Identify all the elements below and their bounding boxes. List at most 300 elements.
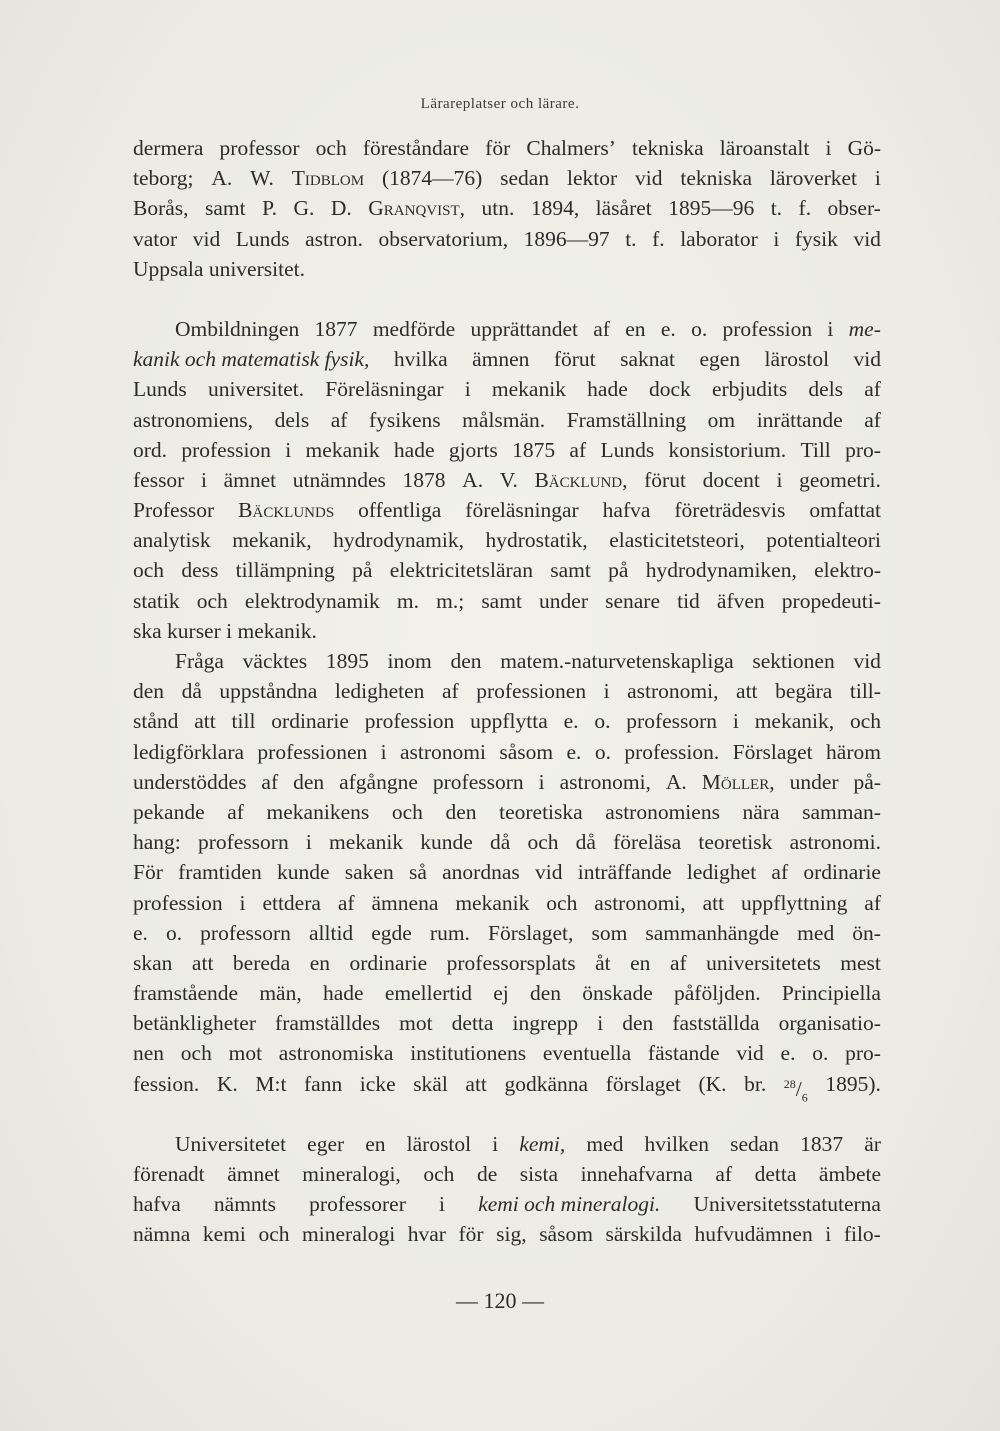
- word: betänkligheter: [133, 1011, 256, 1036]
- word: hydrodynamiken,: [645, 558, 797, 583]
- text-line: [133, 163, 881, 193]
- word: observatorium,: [378, 226, 509, 251]
- word: framstående: [133, 981, 239, 1006]
- word: saken: [344, 860, 394, 885]
- word: professor: [219, 136, 300, 160]
- paragraph-1: [133, 133, 881, 284]
- italic-phrase: kemi och mineralogi.: [478, 1192, 661, 1217]
- word: e.: [566, 739, 582, 764]
- word: K.: [216, 1071, 238, 1096]
- word: fästande: [647, 1041, 720, 1066]
- text-line: [133, 193, 881, 223]
- word: dock: [648, 377, 691, 402]
- word: i: [776, 467, 783, 492]
- word: uppflytta: [470, 709, 548, 734]
- word: Bäcklunds: [238, 498, 335, 523]
- word: Framställning: [566, 407, 687, 432]
- word: Förslaget: [732, 739, 813, 764]
- word: hafva: [133, 1192, 181, 1217]
- word: vid: [192, 226, 221, 251]
- word: inom: [387, 649, 432, 673]
- paragraph-gap: [133, 1099, 881, 1129]
- word: mekanik: [329, 830, 404, 855]
- word: i: [380, 739, 387, 764]
- word: Professor: [133, 498, 215, 523]
- word: ordinarie: [803, 860, 881, 885]
- word: e.: [660, 316, 676, 341]
- word: väcktes: [242, 649, 308, 673]
- word: astronomi.: [789, 830, 881, 855]
- word: fann: [304, 1071, 343, 1096]
- text-line: [133, 555, 881, 585]
- word: i: [492, 1131, 499, 1156]
- word: 1878: [402, 467, 446, 492]
- word: Lunds: [133, 377, 187, 402]
- word: f.: [652, 226, 665, 251]
- word: 1895: [325, 649, 369, 673]
- word: inträffande: [577, 860, 672, 885]
- word: nämnts: [213, 1192, 277, 1217]
- word: egen: [699, 347, 741, 372]
- word: egde: [371, 920, 412, 945]
- word: samman-: [802, 799, 881, 824]
- word: elektro-: [814, 558, 881, 583]
- word: önskade: [582, 981, 653, 1006]
- word: Granqvist,: [368, 196, 466, 221]
- word: åt: [595, 950, 611, 975]
- word: laborator: [680, 226, 758, 251]
- word: Universitetsstatuterna: [693, 1192, 881, 1217]
- word: icke: [359, 1071, 396, 1096]
- word: A.: [462, 467, 484, 492]
- word: astronomi,: [594, 890, 686, 915]
- word: hade: [322, 981, 364, 1006]
- word: af: [227, 799, 244, 824]
- word: till-: [849, 679, 881, 704]
- word: Universitetet: [175, 1131, 287, 1156]
- italic-phrase: kanik och matematisk fysik,: [133, 347, 370, 372]
- word: af: [569, 437, 587, 462]
- word: då: [489, 830, 511, 855]
- word: A.: [211, 166, 233, 191]
- word: i: [464, 377, 471, 402]
- word: detta: [451, 1011, 494, 1036]
- text-line: [133, 888, 881, 918]
- word: br.: [744, 1071, 767, 1096]
- word: under: [789, 769, 839, 794]
- text-line: [133, 374, 881, 404]
- word: i: [597, 1011, 604, 1036]
- word: och: [180, 1041, 212, 1066]
- text-line: [133, 797, 881, 827]
- text-line: [133, 344, 881, 374]
- word: i: [200, 467, 207, 492]
- word: vid: [535, 860, 563, 885]
- word: sig,: [496, 1222, 527, 1247]
- word: tillämpning: [235, 558, 335, 583]
- word: af: [669, 950, 687, 975]
- text-line: [133, 646, 881, 676]
- paragraph-gap: [133, 284, 881, 314]
- text-line: [133, 737, 881, 767]
- word: fysikens: [368, 407, 441, 432]
- text-line: [133, 706, 881, 736]
- word: läroverket: [769, 166, 858, 191]
- word: då: [575, 830, 596, 855]
- word: eventuella: [542, 1041, 632, 1066]
- word: profession: [133, 890, 223, 915]
- word: matem.-naturvetenskapliga: [500, 649, 734, 673]
- word: profession.: [624, 739, 720, 764]
- word: professorsplats: [446, 950, 576, 975]
- word: Borås,: [133, 196, 189, 221]
- word: i: [825, 1222, 832, 1247]
- word: i: [305, 830, 312, 855]
- text-line: [133, 224, 881, 254]
- word: 1895).: [825, 1071, 881, 1096]
- word: (1874—76): [381, 166, 483, 191]
- word: förut: [553, 347, 596, 372]
- italic-word: kemi,: [519, 1131, 566, 1156]
- word: vator: [133, 226, 178, 251]
- word: fysik: [794, 226, 838, 251]
- word: astronomi,: [559, 769, 651, 794]
- word: inrättande: [756, 407, 843, 432]
- date-day: 28: [783, 1076, 796, 1091]
- word: att: [702, 890, 725, 915]
- word: mineralogi,: [302, 1162, 401, 1186]
- word: är: [864, 1131, 881, 1156]
- word: professorer: [309, 1192, 406, 1217]
- word: hvilken: [644, 1131, 709, 1156]
- word: docent: [702, 467, 760, 492]
- word: sedan: [500, 166, 550, 191]
- word: och: [391, 799, 423, 824]
- word: o.: [812, 1041, 829, 1066]
- word: gjorts: [448, 437, 498, 462]
- word: i: [439, 1192, 446, 1217]
- word: på-: [853, 769, 881, 794]
- word: tekniska: [632, 136, 704, 160]
- word: förenadt: [133, 1162, 205, 1186]
- word: astronomiens: [605, 799, 720, 824]
- word: af: [337, 890, 355, 915]
- word: utnämndes: [292, 467, 386, 492]
- word: en: [630, 950, 651, 975]
- word: mekanik: [491, 377, 566, 402]
- word: astron.: [305, 226, 363, 251]
- word: mest: [840, 950, 881, 975]
- word: och: [133, 558, 165, 583]
- word: pekande: [133, 799, 205, 824]
- word: profession: [364, 709, 455, 734]
- word: dels: [274, 407, 310, 432]
- word: erbjudits: [711, 377, 788, 402]
- word: mekanik: [305, 437, 380, 462]
- word: i: [538, 769, 545, 794]
- word: (K.: [698, 1071, 727, 1096]
- word: äfven: [716, 588, 765, 613]
- word: rum.: [429, 920, 470, 945]
- word: Föreläsningar: [325, 377, 444, 402]
- word: stånd: [133, 709, 179, 734]
- word: och: [196, 588, 228, 613]
- word: ämnet: [223, 467, 277, 492]
- word: sammanhängde: [645, 920, 780, 945]
- word: den: [450, 649, 482, 673]
- text-line: [133, 767, 881, 797]
- word: obser-: [827, 196, 881, 221]
- text-line: [133, 1159, 881, 1189]
- word: Fråga: [175, 649, 224, 673]
- word: astronomiens,: [133, 407, 254, 432]
- word: sista: [519, 1162, 559, 1186]
- word: mekanik: [455, 890, 530, 915]
- word: omfattat: [809, 498, 881, 523]
- word: godkänna: [504, 1071, 589, 1096]
- word: af: [864, 890, 881, 915]
- word: den: [622, 1011, 654, 1036]
- word: att: [736, 679, 758, 704]
- word: Chalmers’: [526, 136, 616, 160]
- word: e.: [563, 709, 579, 734]
- text-line: [133, 1038, 881, 1068]
- word: af: [261, 769, 279, 794]
- word: fession.: [133, 1071, 200, 1096]
- word: t.: [770, 196, 783, 221]
- word: lärostol: [764, 347, 830, 372]
- word: med: [797, 920, 835, 945]
- word: 1896—97: [523, 226, 610, 251]
- word: samt: [205, 196, 246, 221]
- word: professionen: [257, 739, 368, 764]
- word: teborg;: [133, 166, 194, 191]
- word: o.: [594, 739, 611, 764]
- word: statik: [133, 588, 180, 613]
- word: 1895—96: [668, 196, 755, 221]
- word: nära: [742, 799, 780, 824]
- word: läsåret: [595, 196, 652, 221]
- text-line: [133, 948, 881, 978]
- word: vid: [853, 226, 881, 251]
- word: män,: [259, 981, 302, 1006]
- word: kunde: [420, 830, 473, 855]
- word: af: [771, 860, 789, 885]
- word: o.: [594, 709, 611, 734]
- word: uppståndna: [219, 679, 318, 704]
- text-line: [133, 495, 881, 525]
- word: nen: [133, 1041, 165, 1066]
- word: i: [239, 890, 246, 915]
- word: V.: [499, 467, 518, 492]
- word: organisatio-: [778, 1011, 881, 1036]
- word: vid: [736, 1041, 764, 1066]
- word: ämbete: [818, 1162, 881, 1186]
- word: alltid: [309, 920, 354, 945]
- word: vid: [635, 166, 663, 191]
- word: dels: [808, 377, 844, 402]
- word: hafva: [602, 498, 651, 523]
- date-month: 6: [801, 1090, 808, 1105]
- word: Gö-: [847, 136, 881, 160]
- text-line: [133, 1219, 881, 1249]
- word: o.: [691, 316, 708, 341]
- word: så: [408, 860, 427, 885]
- word: teoretiska: [499, 799, 583, 824]
- text-line: [133, 435, 881, 465]
- word: vid: [853, 649, 881, 673]
- word: understöddes: [133, 769, 247, 794]
- word: ordinarie: [349, 950, 428, 975]
- word: företrädesvis: [674, 498, 786, 523]
- word: hade: [393, 437, 435, 462]
- word: ön-: [852, 920, 881, 945]
- word: under: [539, 588, 588, 613]
- word: begära: [775, 679, 833, 704]
- word: teoretisk: [698, 830, 773, 855]
- word: profession: [722, 316, 813, 341]
- word: D.: [330, 196, 352, 221]
- word: o.: [165, 920, 183, 945]
- word: professorn: [200, 920, 291, 945]
- word: anordnas: [442, 860, 520, 885]
- word: den: [133, 679, 165, 704]
- word: mekanikens: [266, 799, 370, 824]
- word: förslaget: [605, 1071, 681, 1096]
- word: skäl: [413, 1071, 448, 1096]
- word: W.: [250, 166, 274, 191]
- word: ingrepp: [512, 1011, 579, 1036]
- word: För: [133, 860, 163, 885]
- word: föreläsningar: [465, 498, 579, 523]
- word: af: [715, 1162, 733, 1186]
- word: skan: [133, 950, 173, 975]
- word: samt: [481, 588, 522, 613]
- word: offentliga: [358, 498, 442, 523]
- word: hang:: [133, 830, 181, 855]
- word: senare: [605, 588, 660, 613]
- paragraph-4: [133, 1129, 881, 1250]
- word: af: [330, 407, 348, 432]
- running-head: Lärareplatser och lärare.: [420, 96, 580, 112]
- word: Bäcklund,: [534, 467, 628, 492]
- word: då: [181, 679, 202, 704]
- word: den: [293, 769, 325, 794]
- word: af: [864, 377, 881, 402]
- word: professorn: [626, 709, 718, 734]
- word: 1837: [800, 1131, 844, 1156]
- word: och: [423, 1162, 455, 1186]
- word: framställdes: [275, 1011, 381, 1036]
- word: professionen: [476, 679, 587, 704]
- word: G.: [293, 196, 315, 221]
- word: dermera: [133, 136, 204, 160]
- word: lektor: [566, 166, 618, 191]
- paragraph-2: [133, 314, 881, 646]
- word: om: [707, 407, 736, 432]
- word: och: [315, 136, 347, 160]
- word: analytisk: [133, 528, 211, 553]
- word: ledigförklara: [133, 739, 245, 764]
- word: i: [825, 136, 832, 160]
- word: af: [864, 407, 881, 432]
- word: fessor: [133, 467, 185, 492]
- word: föreläsa: [613, 830, 682, 855]
- word: den: [530, 981, 562, 1006]
- word: särskilda: [605, 1222, 682, 1247]
- word: ämnet: [227, 1162, 280, 1186]
- word: Principiella: [781, 981, 881, 1006]
- paragraph-3: [133, 646, 881, 1105]
- word: innehafvarna: [580, 1162, 693, 1186]
- text-line: [133, 978, 881, 1008]
- word: afgångne: [339, 769, 418, 794]
- word: konsistorium.: [668, 437, 787, 462]
- word: såsom: [499, 739, 554, 764]
- word: hufvudämnen: [694, 1222, 813, 1247]
- text-line: [133, 133, 881, 163]
- word: hvar: [407, 1222, 446, 1247]
- word: och: [849, 709, 881, 734]
- text-line: [133, 1008, 881, 1038]
- word: Förslaget,: [487, 920, 574, 945]
- text-line: [133, 827, 881, 857]
- word: hydrostatik,: [485, 528, 588, 553]
- text-line: [133, 1069, 881, 1105]
- word: universitet.: [207, 377, 305, 402]
- word: att: [194, 709, 216, 734]
- word: af: [593, 316, 610, 341]
- word: professorn: [432, 769, 524, 794]
- word: pro-: [845, 1041, 881, 1066]
- word: hydrodynamik,: [333, 528, 464, 553]
- word: f.: [798, 196, 812, 221]
- word: detta: [754, 1162, 797, 1186]
- word: sedan: [730, 1131, 780, 1156]
- word: hade: [587, 377, 628, 402]
- text-line: [133, 1129, 881, 1159]
- word: elektrodynamik: [244, 588, 380, 613]
- word: till: [231, 709, 256, 734]
- word: härom: [826, 739, 881, 764]
- word: i: [874, 166, 881, 191]
- word: dess: [181, 558, 219, 583]
- word: Till: [800, 437, 831, 462]
- word: lärostol: [406, 1131, 472, 1156]
- word: mekanik,: [754, 709, 835, 734]
- word: e.: [780, 1041, 796, 1066]
- word: upprättandet: [470, 316, 578, 341]
- word: tid: [677, 588, 700, 613]
- word: Tidblom: [291, 166, 365, 191]
- word: t.: [625, 226, 637, 251]
- word: en: [625, 316, 646, 341]
- word: Lunds: [235, 226, 290, 251]
- text-line: [133, 314, 881, 344]
- text-line: [133, 465, 881, 495]
- word: i: [773, 226, 780, 251]
- word: elektricitetsläran: [389, 558, 533, 583]
- word: de: [476, 1162, 498, 1186]
- word: kemi: [202, 1222, 246, 1247]
- text-line: [133, 525, 881, 555]
- word: filo-: [843, 1222, 881, 1247]
- word: läroanstalt: [719, 136, 810, 160]
- word: i: [732, 709, 739, 734]
- word: institutionens: [410, 1041, 527, 1066]
- page-number: — 120 —: [456, 1288, 544, 1313]
- word: på: [352, 558, 373, 583]
